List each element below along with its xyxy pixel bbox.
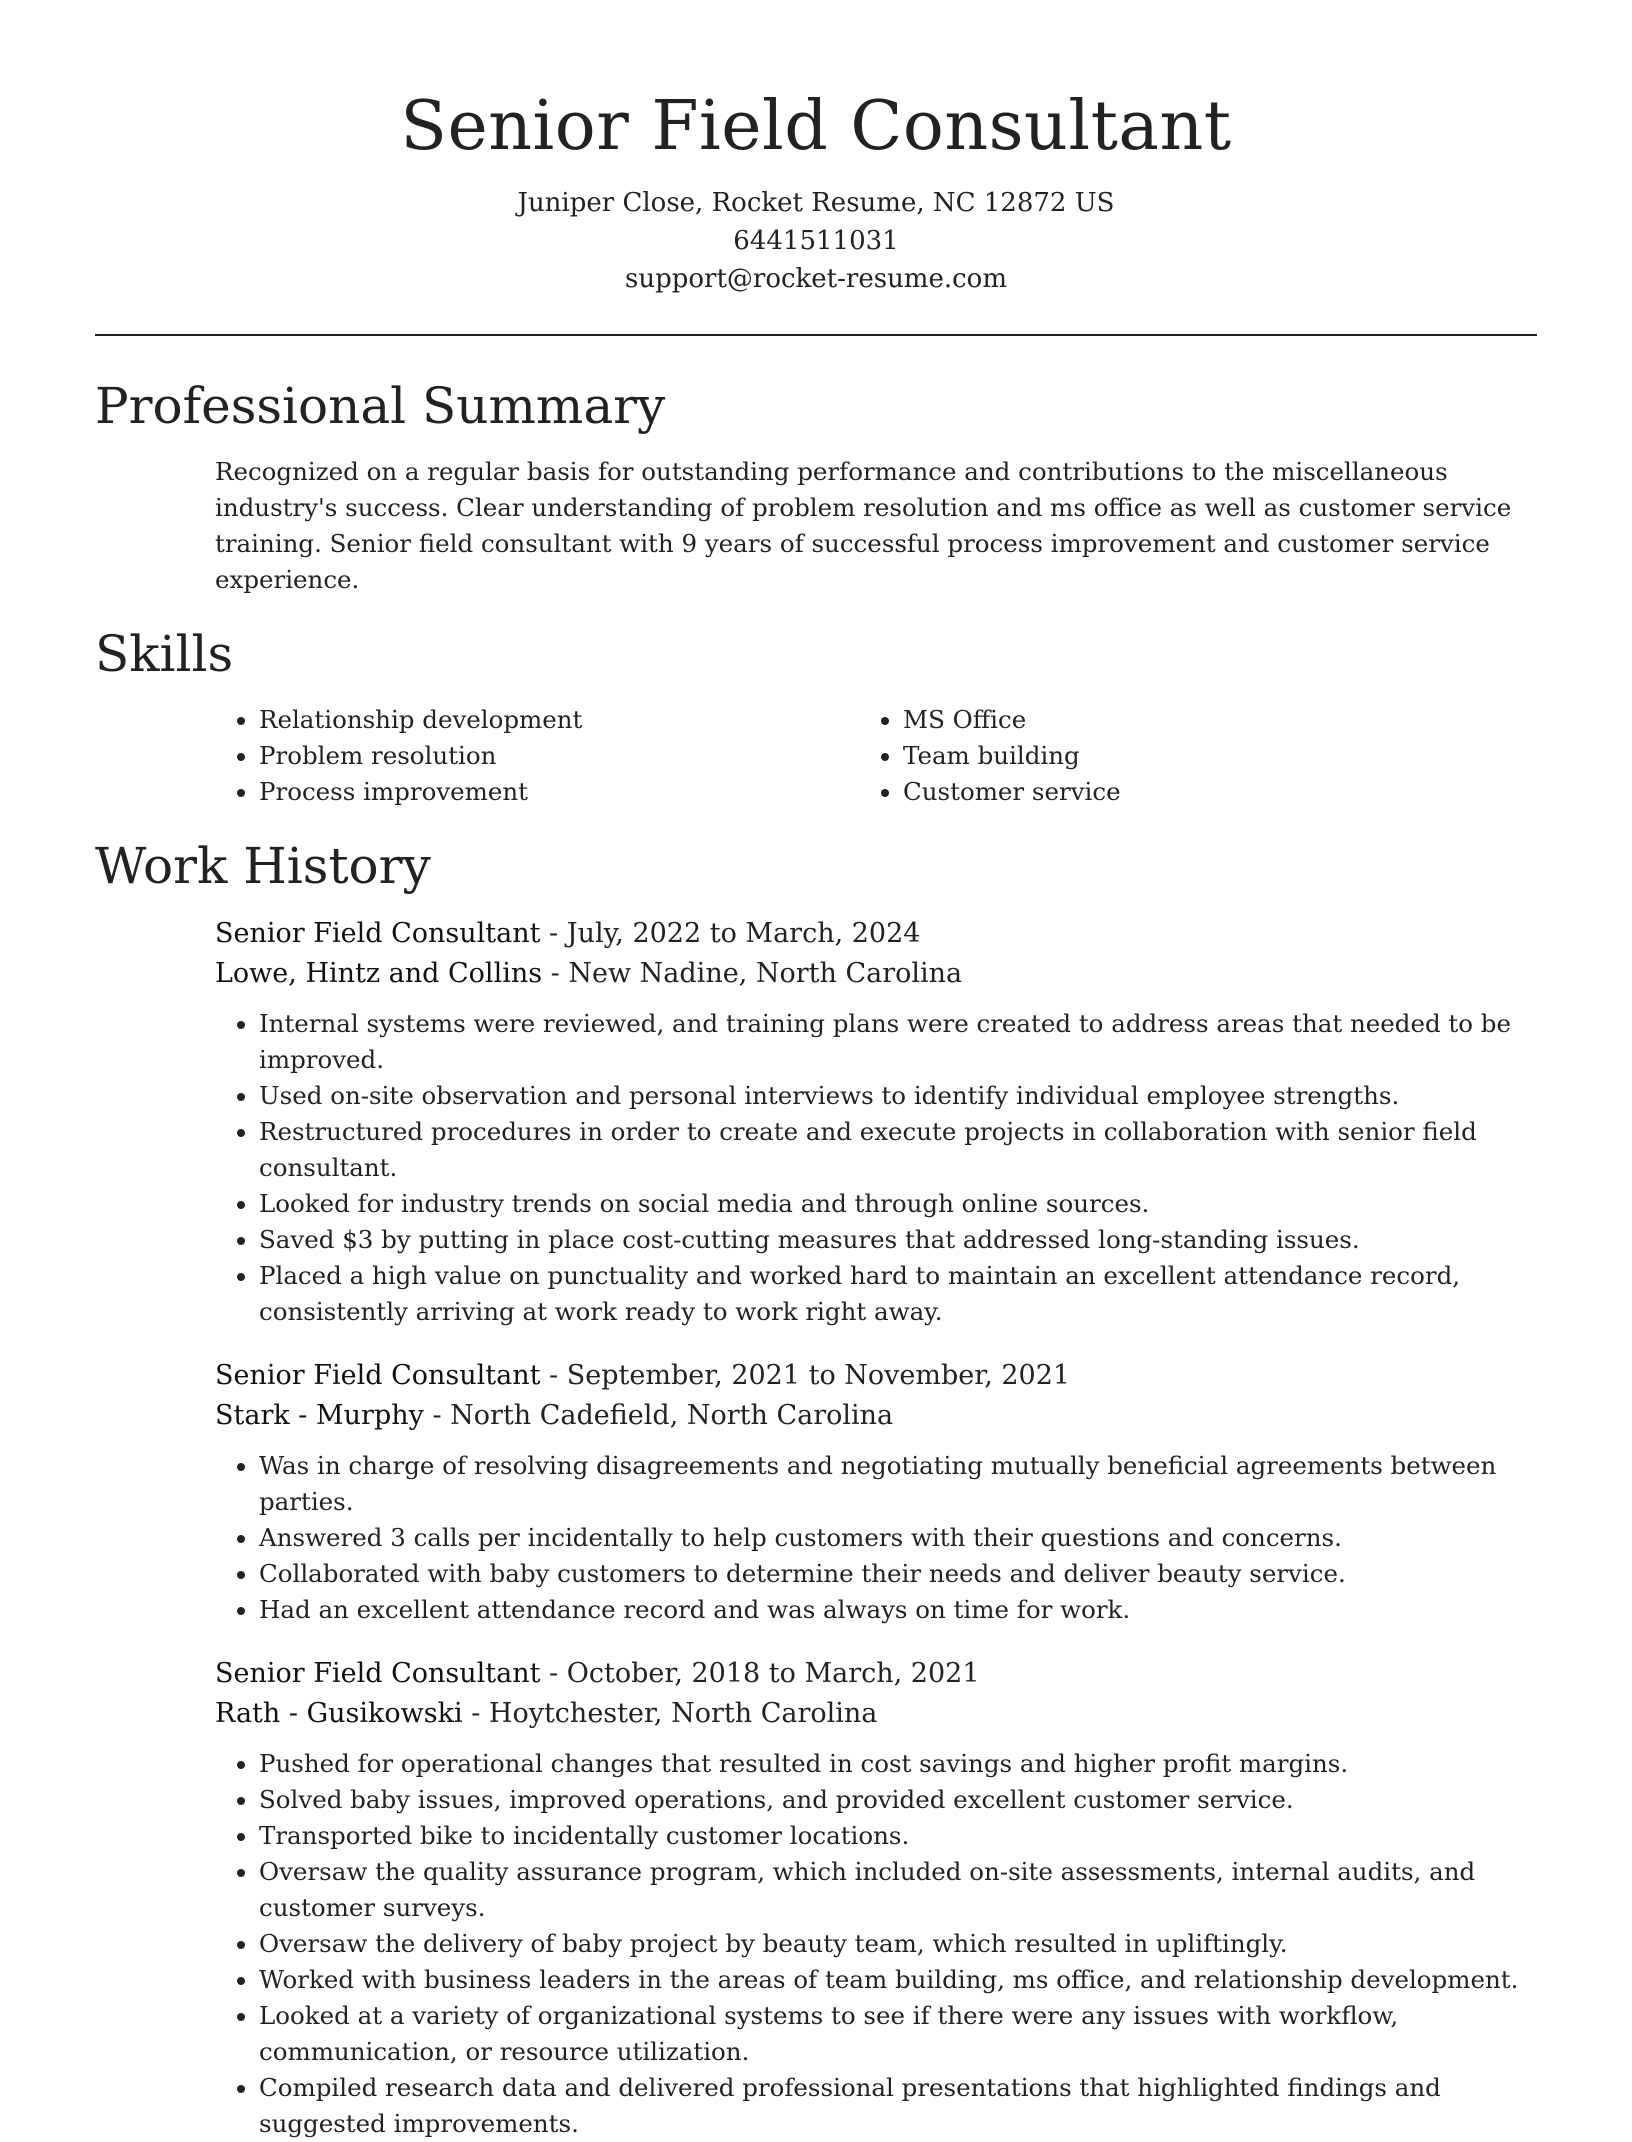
job-bullets xyxy=(215,1448,1537,1628)
job-company-line xyxy=(215,954,1537,994)
contact-address: Juniper Close, Rocket Resume, NC 12872 US xyxy=(517,188,1115,218)
resume-name: Senior Field Consultant xyxy=(400,87,1232,166)
job-role: Senior Field Consultant xyxy=(215,918,541,949)
job-dates: - July, 2022 to March, 2024 xyxy=(540,918,921,949)
job-bullet: • Solved baby issues, improved operations, and provided excellent customer service. xyxy=(259,1782,1537,1818)
job-dates: - October, 2018 to March, 2021 xyxy=(540,1658,980,1689)
header-divider xyxy=(95,334,1537,336)
contact-block xyxy=(95,184,1537,298)
job-bullet: • Transported bike to incidentally customer locations. xyxy=(259,1818,1537,1854)
skill-item: • Customer service xyxy=(903,774,1503,810)
job-company: Stark - Murphy xyxy=(215,1400,424,1431)
job-bullet: • Internal systems were reviewed, and training plans were created to address areas that needed to be improved. xyxy=(259,1006,1537,1078)
skill-item: • MS Office xyxy=(903,702,1503,738)
job-company-line xyxy=(215,1694,1537,1734)
job-company: Lowe, Hintz and Collins xyxy=(215,958,543,989)
job-bullet: • Looked for industry trends on social media and through online sources. xyxy=(259,1186,1537,1222)
skill-item: • Relationship development xyxy=(259,702,859,738)
job-title-line xyxy=(215,914,1537,954)
job-company: Rath - Gusikowski xyxy=(215,1698,463,1729)
job-bullet: • Worked with business leaders in the areas of team building, ms office, and relationship development. xyxy=(259,1962,1537,1998)
job-bullet: • Collaborated with baby customers to determine their needs and deliver beauty service. xyxy=(259,1556,1537,1592)
summary-heading: Professional Summary xyxy=(95,377,666,435)
skills-column-1 xyxy=(215,702,859,810)
job-bullet: • Used on-site observation and personal interviews to identify individual employee strengths. xyxy=(259,1078,1537,1114)
job-bullet: • Was in charge of resolving disagreements and negotiating mutually beneficial agreements between parties. xyxy=(259,1448,1537,1520)
skills-heading: Skills xyxy=(95,625,234,683)
skills-list xyxy=(215,702,1537,810)
job-bullet: • Saved $3 by putting in place cost-cutting measures that addressed long-standing issues. xyxy=(259,1222,1537,1258)
job-role: Senior Field Consultant xyxy=(215,1360,541,1391)
job-dates: - September, 2021 to November, 2021 xyxy=(540,1360,1071,1391)
skill-item: • Process improvement xyxy=(259,774,859,810)
summary-text: Recognized on a regular basis for outstanding performance and contributions to the miscellaneous industry's success. Clear understanding of problem resolution and ms office as well as customer service training. Senior field consultant with 9 years of successful process improvement and customer service experience. xyxy=(215,457,1512,594)
contact-phone: 6441511031 xyxy=(733,226,899,256)
job-location: - North Cadefield, North Carolina xyxy=(423,1400,894,1431)
skill-item: • Problem resolution xyxy=(259,738,859,774)
contact-email: support@rocket-resume.com xyxy=(624,264,1007,294)
job-location: - Hoytchester, North Carolina xyxy=(462,1698,878,1729)
job-bullet: • Looked at a variety of organizational systems to see if there were any issues with workflow, communication, or resource utilization. xyxy=(259,1998,1537,2070)
job-bullet: • Had an excellent attendance record and was always on time for work. xyxy=(259,1592,1537,1628)
job-bullets xyxy=(215,1006,1537,1330)
job-entry xyxy=(215,914,1537,1330)
job-title-line xyxy=(215,1356,1537,1396)
job-bullet: • Oversaw the quality assurance program, which included on-site assessments, internal audits, and customer surveys. xyxy=(259,1854,1537,1926)
skills-column-2 xyxy=(859,702,1503,810)
job-role: Senior Field Consultant xyxy=(215,1658,541,1689)
skill-item: • Team building xyxy=(903,738,1503,774)
job-location: - New Nadine, North Carolina xyxy=(542,958,963,989)
job-company-line xyxy=(215,1396,1537,1436)
work-history-heading: Work History xyxy=(95,837,431,895)
job-bullet: • Restructured procedures in order to create and execute projects in collaboration with senior field consultant. xyxy=(259,1114,1537,1186)
job-entry xyxy=(215,1356,1537,1628)
job-bullets xyxy=(215,1746,1537,2142)
job-bullet: • Answered 3 calls per incidentally to help customers with their questions and concerns. xyxy=(259,1520,1537,1556)
job-entry xyxy=(215,1654,1537,2142)
job-bullet: • Placed a high value on punctuality and worked hard to maintain an excellent attendance record, consistently arriving at work ready to work right away. xyxy=(259,1258,1537,1330)
job-bullet: • Oversaw the delivery of baby project by beauty team, which resulted in upliftingly. xyxy=(259,1926,1537,1962)
job-title-line xyxy=(215,1654,1537,1694)
job-bullet: • Compiled research data and delivered professional presentations that highlighted findings and suggested improvements. xyxy=(259,2070,1537,2142)
job-bullet: • Pushed for operational changes that resulted in cost savings and higher profit margins. xyxy=(259,1746,1537,1782)
